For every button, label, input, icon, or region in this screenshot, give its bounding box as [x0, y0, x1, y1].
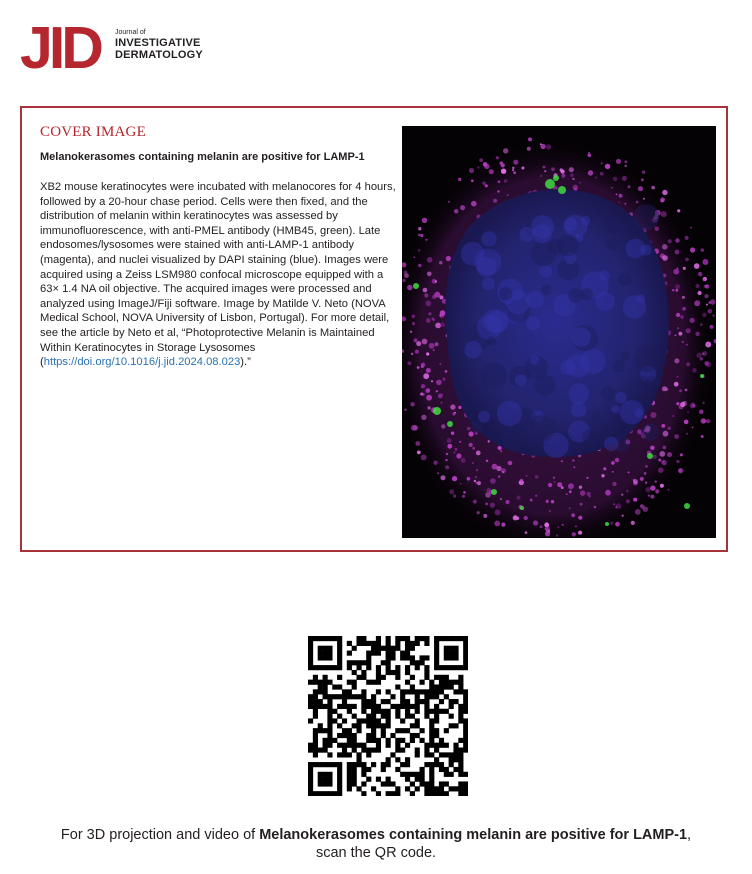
- cover-description-text: XB2 mouse keratinocytes were incubated with melanocores for 4 hours, followed by a 20-hour chase period. Cells were then fixed, and the distribution of melanin within keratinocytes was assessed by immunofluorescence, with anti-PMEL antibody (HMB45, green). Late endosomes/lysosomes were stained with anti-LAMP-1 antibody (magenta), and nuclei visualized by DAPI staining (blue). Images were acquired using a Zeiss LSM980 confocal microscope equipped with a 63× 1.4 NA oil objective. The acquired images were processed and analyzed using ImageJ/Fiji software. Image by Matilde V. Neto (NOVA Medical School, NOVA University of Lisbon, Portugal). For more detail, see the article by Neto et al, “Photoprotective Melanin is Maintained Within Keratinocytes in Storage Lysosomes (: [40, 181, 396, 369]
- qr-caption-title: Melanokerasomes containing melanin are positive for LAMP-1: [259, 827, 688, 843]
- micrograph-image: [402, 126, 716, 538]
- journal-name-small: Journal of: [115, 29, 146, 36]
- qr-caption-line1: For 3D projection and video of Melanokerasomes containing melanin are positive for LAMP-1,: [60, 827, 692, 843]
- cover-label: COVER IMAGE: [40, 124, 146, 140]
- cover-description: [40, 180, 400, 370]
- qr-caption: [0, 826, 752, 862]
- qr-code[interactable]: [308, 636, 468, 796]
- journal-name-line2: DERMATOLOGY: [115, 49, 203, 61]
- journal-name-line1: INVESTIGATIVE: [115, 37, 201, 49]
- journal-name: [115, 29, 203, 61]
- cover-image-box: [20, 106, 728, 552]
- cover-description-end: ).”: [240, 356, 251, 369]
- doi-link[interactable]: https://doi.org/10.1016/j.jid.2024.08.023: [43, 356, 241, 369]
- qr-caption-line2: scan the QR code.: [315, 845, 437, 861]
- jid-logo: JID: [20, 15, 100, 81]
- cover-title: Melanokerasomes containing melanin are positive for LAMP-1: [40, 151, 365, 163]
